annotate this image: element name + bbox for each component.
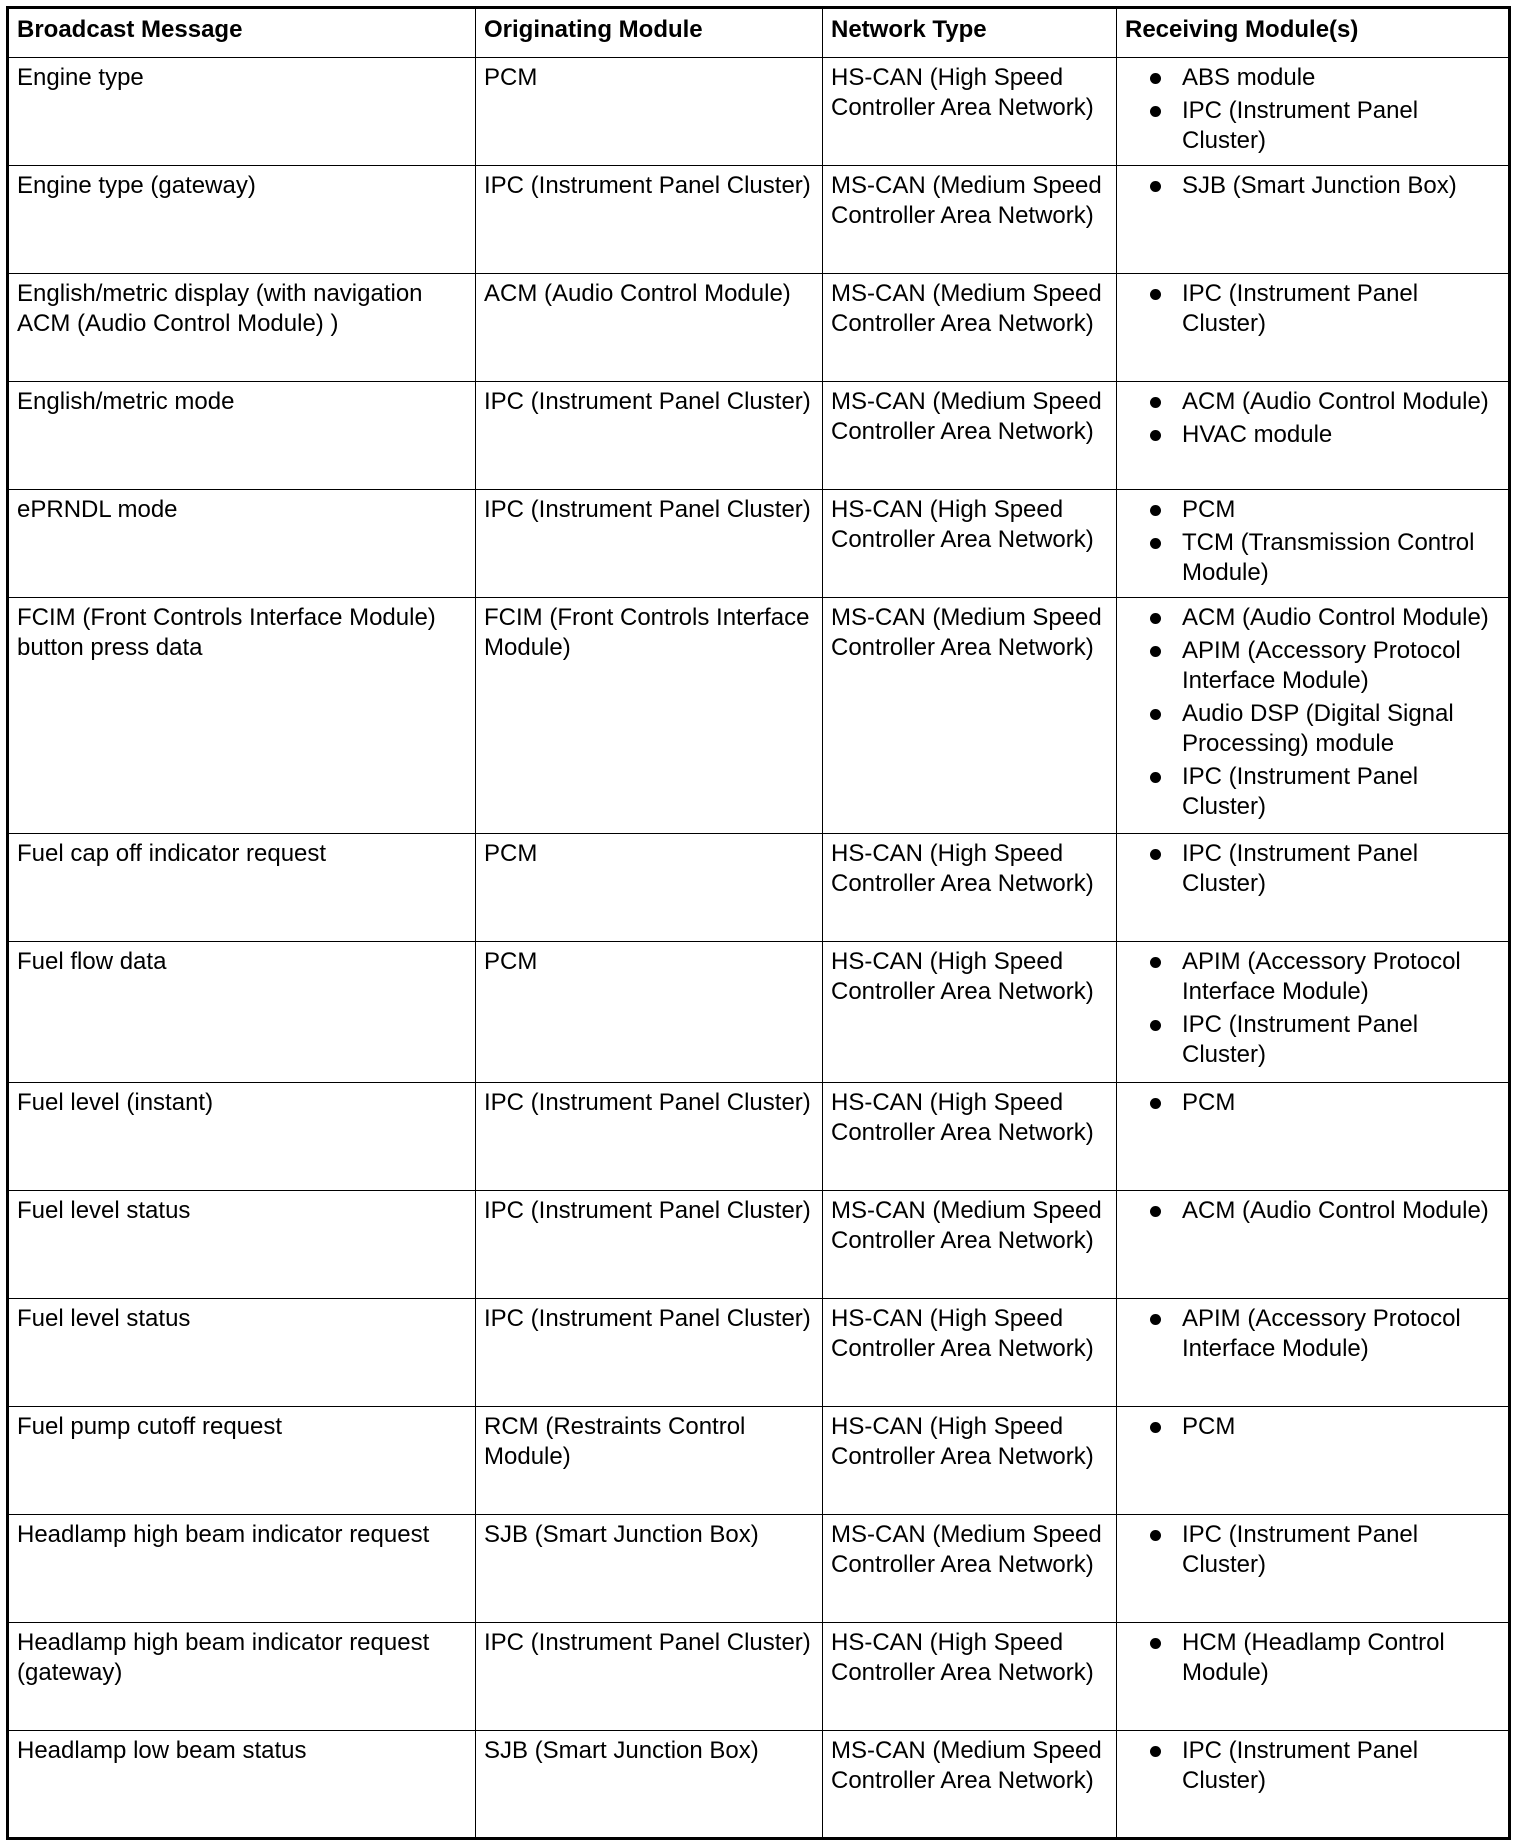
receiving-modules-cell bbox=[1117, 1407, 1510, 1515]
list-item bbox=[1125, 636, 1500, 696]
originating-module-cell: RCM (Restraints Control Module) bbox=[476, 1407, 823, 1515]
receiving-module-label: APIM (Accessory Protocol Interface Module) bbox=[1182, 948, 1461, 1005]
originating-module-cell: IPC (Instrument Panel Cluster) bbox=[476, 1191, 823, 1299]
bullet-icon bbox=[1150, 397, 1161, 408]
receiving-module-label: PCM bbox=[1182, 1413, 1236, 1440]
header-network-type: Network Type bbox=[823, 8, 1117, 58]
list-item bbox=[1125, 839, 1500, 899]
broadcast-message-cell: Fuel level status bbox=[8, 1299, 476, 1407]
receiving-modules-list bbox=[1125, 1736, 1500, 1796]
list-item bbox=[1125, 603, 1500, 633]
bullet-icon bbox=[1150, 1314, 1161, 1325]
table-row bbox=[8, 1299, 1510, 1407]
broadcast-message-cell: Engine type bbox=[8, 58, 476, 166]
receiving-modules-list bbox=[1125, 1088, 1500, 1118]
bullet-icon bbox=[1150, 181, 1161, 192]
list-item bbox=[1125, 63, 1500, 93]
receiving-module-label: IPC (Instrument Panel Cluster) bbox=[1182, 763, 1419, 820]
bullet-icon bbox=[1150, 957, 1161, 968]
bullet-icon bbox=[1150, 538, 1161, 549]
receiving-modules-list bbox=[1125, 171, 1500, 201]
list-item bbox=[1125, 1088, 1500, 1118]
receiving-module-label: IPC (Instrument Panel Cluster) bbox=[1182, 1011, 1419, 1068]
list-item bbox=[1125, 1628, 1500, 1688]
receiving-modules-list bbox=[1125, 387, 1500, 450]
receiving-modules-cell bbox=[1117, 490, 1510, 598]
network-type-cell: MS-CAN (Medium Speed Controller Area Network) bbox=[823, 1731, 1117, 1839]
receiving-module-label: IPC (Instrument Panel Cluster) bbox=[1182, 1737, 1419, 1794]
bullet-icon bbox=[1150, 1098, 1161, 1109]
receiving-modules-cell bbox=[1117, 1623, 1510, 1731]
receiving-modules-cell bbox=[1117, 1083, 1510, 1191]
list-item bbox=[1125, 762, 1500, 822]
table-body bbox=[8, 58, 1510, 1839]
receiving-modules-cell bbox=[1117, 382, 1510, 490]
receiving-modules-list bbox=[1125, 495, 1500, 588]
table-row bbox=[8, 1191, 1510, 1299]
receiving-modules-list bbox=[1125, 1520, 1500, 1580]
list-item bbox=[1125, 1520, 1500, 1580]
bullet-icon bbox=[1150, 613, 1161, 624]
receiving-module-label: SJB (Smart Junction Box) bbox=[1182, 172, 1457, 199]
receiving-module-label: IPC (Instrument Panel Cluster) bbox=[1182, 840, 1419, 897]
originating-module-cell: IPC (Instrument Panel Cluster) bbox=[476, 382, 823, 490]
originating-module-cell: ACM (Audio Control Module) bbox=[476, 274, 823, 382]
receiving-modules-cell bbox=[1117, 166, 1510, 274]
bullet-icon bbox=[1150, 73, 1161, 84]
list-item bbox=[1125, 947, 1500, 1007]
bullet-icon bbox=[1150, 1422, 1161, 1433]
originating-module-cell: PCM bbox=[476, 58, 823, 166]
network-type-cell: HS-CAN (High Speed Controller Area Network) bbox=[823, 834, 1117, 942]
list-item bbox=[1125, 528, 1500, 588]
network-type-cell: MS-CAN (Medium Speed Controller Area Network) bbox=[823, 382, 1117, 490]
bullet-icon bbox=[1150, 1638, 1161, 1649]
receiving-module-label: HCM (Headlamp Control Module) bbox=[1182, 1629, 1445, 1686]
table-row bbox=[8, 490, 1510, 598]
bullet-icon bbox=[1150, 709, 1161, 720]
receiving-module-label: APIM (Accessory Protocol Interface Module) bbox=[1182, 1305, 1461, 1362]
receiving-modules-list bbox=[1125, 1412, 1500, 1442]
network-type-cell: HS-CAN (High Speed Controller Area Network) bbox=[823, 490, 1117, 598]
receiving-module-label: ACM (Audio Control Module) bbox=[1182, 1197, 1489, 1224]
bullet-icon bbox=[1150, 106, 1161, 117]
receiving-modules-list bbox=[1125, 947, 1500, 1070]
network-type-cell: HS-CAN (High Speed Controller Area Network) bbox=[823, 58, 1117, 166]
bullet-icon bbox=[1150, 772, 1161, 783]
bullet-icon bbox=[1150, 849, 1161, 860]
receiving-modules-list bbox=[1125, 1196, 1500, 1226]
header-receiving-modules: Receiving Module(s) bbox=[1117, 8, 1510, 58]
broadcast-message-cell: Fuel flow data bbox=[8, 942, 476, 1083]
receiving-modules-list bbox=[1125, 603, 1500, 822]
list-item bbox=[1125, 171, 1500, 201]
table-row bbox=[8, 834, 1510, 942]
list-item bbox=[1125, 420, 1500, 450]
broadcast-message-cell: Fuel pump cutoff request bbox=[8, 1407, 476, 1515]
receiving-module-label: IPC (Instrument Panel Cluster) bbox=[1182, 280, 1419, 337]
table-row bbox=[8, 1623, 1510, 1731]
receiving-modules-cell bbox=[1117, 1731, 1510, 1839]
list-item bbox=[1125, 1196, 1500, 1226]
table-row bbox=[8, 382, 1510, 490]
network-type-cell: HS-CAN (High Speed Controller Area Network) bbox=[823, 1299, 1117, 1407]
network-type-cell: HS-CAN (High Speed Controller Area Network) bbox=[823, 1083, 1117, 1191]
list-item bbox=[1125, 699, 1500, 759]
originating-module-cell: FCIM (Front Controls Interface Module) bbox=[476, 598, 823, 834]
table-row bbox=[8, 58, 1510, 166]
originating-module-cell: IPC (Instrument Panel Cluster) bbox=[476, 490, 823, 598]
broadcast-message-cell: English/metric display (with navigation ACM (Audio Control Module) ) bbox=[8, 274, 476, 382]
originating-module-cell: IPC (Instrument Panel Cluster) bbox=[476, 1623, 823, 1731]
header-row bbox=[8, 8, 1510, 58]
list-item bbox=[1125, 96, 1500, 156]
bullet-icon bbox=[1150, 1020, 1161, 1031]
list-item bbox=[1125, 279, 1500, 339]
receiving-modules-cell bbox=[1117, 1191, 1510, 1299]
network-type-cell: HS-CAN (High Speed Controller Area Network) bbox=[823, 1623, 1117, 1731]
receiving-module-label: Audio DSP (Digital Signal Processing) module bbox=[1182, 700, 1454, 757]
originating-module-cell: IPC (Instrument Panel Cluster) bbox=[476, 1299, 823, 1407]
table-row bbox=[8, 166, 1510, 274]
table-row bbox=[8, 274, 1510, 382]
bullet-icon bbox=[1150, 289, 1161, 300]
header-originating-module: Originating Module bbox=[476, 8, 823, 58]
list-item bbox=[1125, 1412, 1500, 1442]
receiving-module-label: IPC (Instrument Panel Cluster) bbox=[1182, 97, 1419, 154]
header-broadcast-message: Broadcast Message bbox=[8, 8, 476, 58]
originating-module-cell: SJB (Smart Junction Box) bbox=[476, 1515, 823, 1623]
originating-module-cell: PCM bbox=[476, 834, 823, 942]
network-type-cell: HS-CAN (High Speed Controller Area Network) bbox=[823, 1407, 1117, 1515]
receiving-modules-list bbox=[1125, 1304, 1500, 1364]
receiving-module-label: TCM (Transmission Control Module) bbox=[1182, 529, 1475, 586]
originating-module-cell: PCM bbox=[476, 942, 823, 1083]
list-item bbox=[1125, 387, 1500, 417]
broadcast-message-cell: English/metric mode bbox=[8, 382, 476, 490]
receiving-module-label: ACM (Audio Control Module) bbox=[1182, 604, 1489, 631]
list-item bbox=[1125, 495, 1500, 525]
broadcast-table-sheet bbox=[6, 6, 1508, 1840]
network-type-cell: MS-CAN (Medium Speed Controller Area Network) bbox=[823, 1191, 1117, 1299]
network-type-cell: HS-CAN (High Speed Controller Area Network) bbox=[823, 942, 1117, 1083]
receiving-module-label: ACM (Audio Control Module) bbox=[1182, 388, 1489, 415]
receiving-module-label: APIM (Accessory Protocol Interface Module) bbox=[1182, 637, 1461, 694]
broadcast-message-cell: Fuel level (instant) bbox=[8, 1083, 476, 1191]
receiving-modules-cell bbox=[1117, 834, 1510, 942]
receiving-modules-cell bbox=[1117, 58, 1510, 166]
broadcast-message-cell: Headlamp high beam indicator request bbox=[8, 1515, 476, 1623]
receiving-modules-list bbox=[1125, 1628, 1500, 1688]
network-type-cell: MS-CAN (Medium Speed Controller Area Network) bbox=[823, 274, 1117, 382]
list-item bbox=[1125, 1736, 1500, 1796]
receiving-modules-list bbox=[1125, 839, 1500, 899]
receiving-module-label: PCM bbox=[1182, 1089, 1236, 1116]
originating-module-cell: IPC (Instrument Panel Cluster) bbox=[476, 166, 823, 274]
table-row bbox=[8, 1731, 1510, 1839]
broadcast-message-cell: Engine type (gateway) bbox=[8, 166, 476, 274]
broadcast-message-cell: ePRNDL mode bbox=[8, 490, 476, 598]
receiving-modules-cell bbox=[1117, 1299, 1510, 1407]
receiving-module-label: PCM bbox=[1182, 496, 1236, 523]
receiving-module-label: HVAC module bbox=[1182, 421, 1333, 448]
bullet-icon bbox=[1150, 646, 1161, 657]
network-type-cell: MS-CAN (Medium Speed Controller Area Network) bbox=[823, 166, 1117, 274]
broadcast-message-cell: Fuel level status bbox=[8, 1191, 476, 1299]
table-row bbox=[8, 1515, 1510, 1623]
broadcast-message-cell: Headlamp high beam indicator request (gateway) bbox=[8, 1623, 476, 1731]
receiving-module-label: ABS module bbox=[1182, 64, 1316, 91]
table-row bbox=[8, 942, 1510, 1083]
bullet-icon bbox=[1150, 1206, 1161, 1217]
originating-module-cell: SJB (Smart Junction Box) bbox=[476, 1731, 823, 1839]
receiving-modules-cell bbox=[1117, 1515, 1510, 1623]
broadcast-message-cell: Headlamp low beam status bbox=[8, 1731, 476, 1839]
receiving-modules-cell bbox=[1117, 598, 1510, 834]
broadcast-message-cell: FCIM (Front Controls Interface Module) button press data bbox=[8, 598, 476, 834]
table-header bbox=[8, 8, 1510, 58]
receiving-modules-list bbox=[1125, 63, 1500, 156]
bullet-icon bbox=[1150, 1530, 1161, 1541]
bullet-icon bbox=[1150, 505, 1161, 516]
originating-module-cell: IPC (Instrument Panel Cluster) bbox=[476, 1083, 823, 1191]
receiving-modules-cell bbox=[1117, 274, 1510, 382]
table-row bbox=[8, 598, 1510, 834]
bullet-icon bbox=[1150, 1746, 1161, 1757]
receiving-module-label: IPC (Instrument Panel Cluster) bbox=[1182, 1521, 1419, 1578]
receiving-modules-cell bbox=[1117, 942, 1510, 1083]
bullet-icon bbox=[1150, 430, 1161, 441]
receiving-modules-list bbox=[1125, 279, 1500, 339]
broadcast-message-cell: Fuel cap off indicator request bbox=[8, 834, 476, 942]
list-item bbox=[1125, 1010, 1500, 1070]
table-row bbox=[8, 1407, 1510, 1515]
network-type-cell: MS-CAN (Medium Speed Controller Area Network) bbox=[823, 598, 1117, 834]
table-row bbox=[8, 1083, 1510, 1191]
network-type-cell: MS-CAN (Medium Speed Controller Area Network) bbox=[823, 1515, 1117, 1623]
list-item bbox=[1125, 1304, 1500, 1364]
broadcast-message-table bbox=[6, 6, 1511, 1840]
